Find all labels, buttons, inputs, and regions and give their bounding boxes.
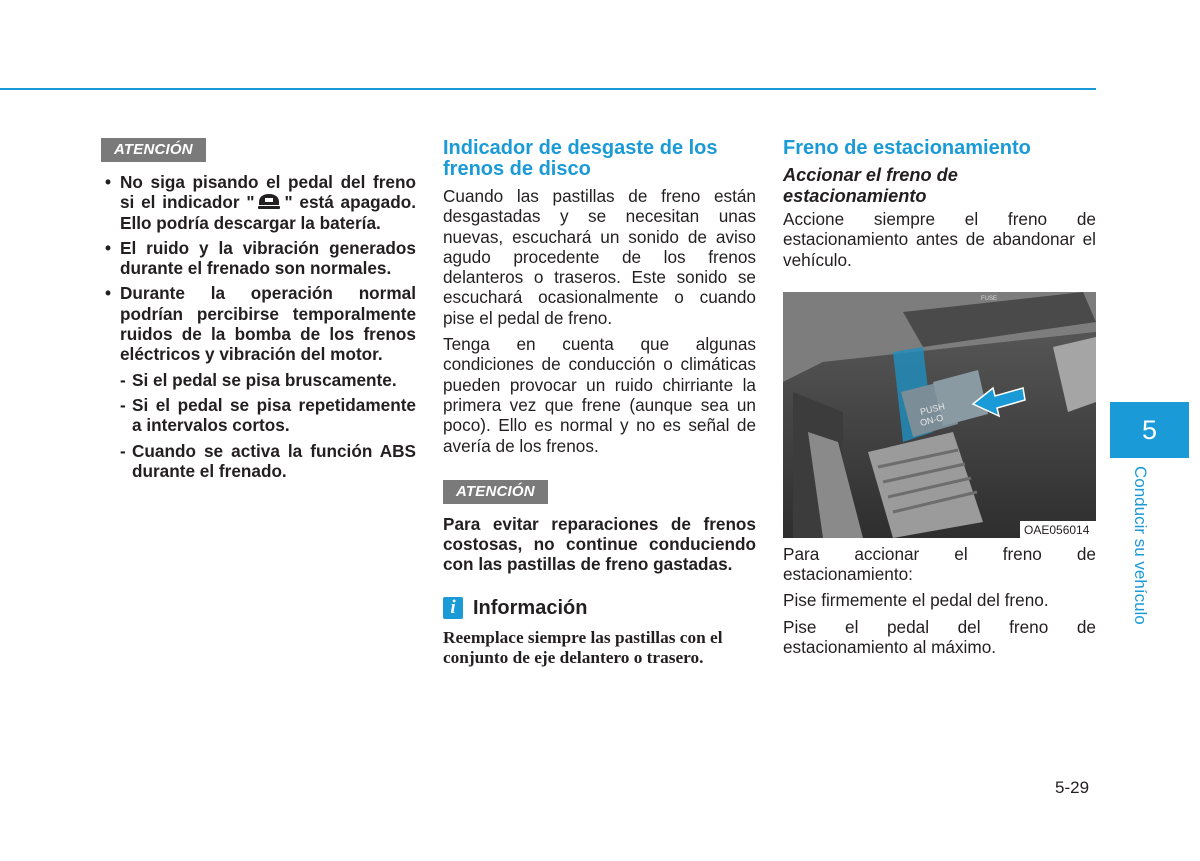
pedal-label-on: ON-O: [919, 412, 945, 428]
bullet3-text: Durante la operación normal podrían percibirse temporalmente ruidos de la bomba de los frenos eléctricos y vibración del motor.: [120, 283, 416, 365]
section-heading-parking: Freno de estacionamiento: [783, 137, 1031, 159]
attention-block: [443, 480, 756, 575]
brake-warning-icon: [256, 193, 282, 211]
fuse-label: FUSE: [981, 295, 998, 302]
info-icon: i: [443, 597, 463, 619]
attention-list: [101, 172, 416, 365]
list-item: • El ruido y la vibración generados durante el frenado son normales.: [101, 238, 416, 279]
attention-label: ATENCIÓN: [101, 138, 206, 162]
column-wear-indicator: [443, 138, 756, 669]
page-number: 5-29: [1055, 778, 1090, 797]
column-parking-brake: [783, 138, 1096, 663]
chapter-number-tab: 5: [1110, 402, 1189, 458]
paragraph: Cuando las pastillas de freno están desgastadas y se necesitan unas nuevas, escuchará un sonido de aviso agudo procedente de los frenos delanteros o traseros. Este sonido se escuchará ocasionalmente o cuando pise el pedal de freno.: [443, 186, 756, 328]
bullet1-text-end: " está apagado. Ello podría descargar la batería.: [120, 192, 416, 233]
photo-code: OAE056014: [1024, 522, 1090, 537]
paragraph: Pise el pedal del freno de estacionamiento al máximo.: [783, 616, 1096, 658]
paragraph: Para accionar el freno de estacionamiento:: [783, 543, 1096, 585]
top-rule: [0, 88, 1096, 90]
list-item: [101, 172, 416, 233]
paragraph: Tenga en cuenta que algunas condiciones de conducción o climáticas pueden provocar un ruido chirriante la primera vez que frene (aunque sea un poco). Ello es normal y no es señal de avería de los frenos.: [443, 334, 756, 456]
sub-list-item: - Si el pedal se pisa repetidamente a intervalos cortos.: [120, 395, 416, 436]
bullet1-text-start: No siga pisando el pedal del freno si el indicador ": [120, 172, 416, 213]
attention-label: ATENCIÓN: [443, 480, 548, 504]
parking-brake-photo: [783, 292, 1096, 538]
sub-list-item: - Cuando se activa la función ABS durante el frenado.: [120, 441, 416, 482]
info-header: [443, 597, 756, 620]
list-item: [101, 283, 416, 364]
attention-text: Para evitar reparaciones de frenos costosas, no continue conduciendo con las pastillas de freno gastadas.: [443, 513, 756, 575]
paragraph: Accione siempre el freno de estacionamiento antes de abandonar el vehículo.: [783, 209, 1096, 270]
info-text: Reemplace siempre las pastillas con el conjunto de eje delantero o trasero.: [443, 627, 723, 668]
section-heading-wear: Indicador de desgaste de los frenos de disco: [443, 137, 718, 180]
chapter-title: Conducir su vehículo: [1131, 466, 1150, 625]
sub-list-item: - Si el pedal se pisa bruscamente.: [120, 370, 416, 390]
column-attention-notes: [101, 138, 416, 486]
pedal-label-push: PUSH: [919, 401, 946, 417]
subheading: Accionar el freno de estacionamiento: [783, 165, 958, 206]
parking-brake-illustration: [783, 292, 1096, 538]
info-title: Información: [473, 596, 588, 619]
sub-list: [120, 370, 416, 481]
paragraph: Pise firmemente el pedal del freno.: [783, 590, 1049, 611]
